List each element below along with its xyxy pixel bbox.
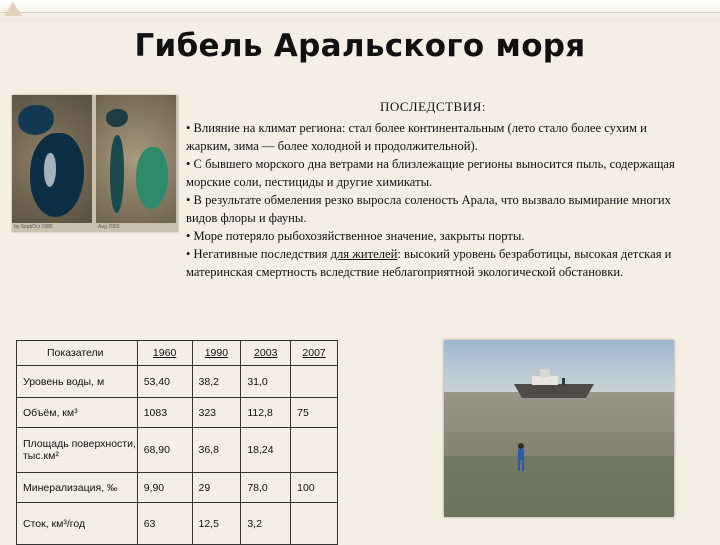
table-row <box>17 366 338 398</box>
south-sea-shape <box>30 133 84 217</box>
value-cell: 29 <box>192 473 241 503</box>
top-frame-line <box>0 12 720 13</box>
indicator-name-cell: Площадь поверхности, тыс.км² <box>17 428 138 473</box>
value-cell: 1083 <box>137 398 192 428</box>
consequences-heading: ПОСЛЕДСТВИЯ: <box>380 99 486 114</box>
satellite-image-before <box>12 95 92 223</box>
value-cell: 36,8 <box>192 428 241 473</box>
satellite-image-pair <box>12 95 178 232</box>
value-cell <box>291 503 338 545</box>
value-cell: 12,5 <box>192 503 241 545</box>
indicator-name-cell: Объём, км³ <box>17 398 138 428</box>
indicator-name-cell: Минерализация, ‰ <box>17 473 138 503</box>
consequence-item-dust: • С бывшего морского дна ветрами на близлежащие регионы выносится пыль, содержащая морские соли, пестициды и другие химикаты. <box>186 157 675 189</box>
value-cell: 78,0 <box>241 473 291 503</box>
north-sea-shape <box>18 105 54 135</box>
value-cell: 9,90 <box>137 473 192 503</box>
indicators-table <box>16 340 338 545</box>
value-cell: 112,8 <box>241 398 291 428</box>
table-row <box>17 428 338 473</box>
satellite-caption-left: by Sept/Oct 1985 <box>14 224 53 230</box>
corner-decoration <box>4 2 22 16</box>
value-cell: 68,90 <box>137 428 192 473</box>
value-cell <box>291 366 338 398</box>
top-frame-band <box>0 0 720 22</box>
indicator-name-cell: Уровень воды, м <box>17 366 138 398</box>
value-cell: 100 <box>291 473 338 503</box>
north-sea-remnant-shape <box>106 109 128 127</box>
value-cell: 53,40 <box>137 366 192 398</box>
header-year[interactable]: 2007 <box>291 341 338 366</box>
page-title: Гибель Аральского моря <box>134 28 586 64</box>
consequence-item-fishing: • Море потеряло рыбохозяйственное значение, закрыты порты. <box>186 229 525 243</box>
stranded-ship-scene <box>444 340 674 517</box>
header-indicator: Показатели <box>17 341 138 366</box>
indicator-name-cell: Сток, км³/год <box>17 503 138 545</box>
consequence-item-salinity: • В результате обмеления резко выросла соленость Арала, что вызвало вымирание многих видов флоры и фауны. <box>186 193 671 225</box>
value-cell: 38,2 <box>192 366 241 398</box>
table-row <box>17 398 338 428</box>
value-cell: 31,0 <box>241 366 291 398</box>
value-cell: 3,2 <box>241 503 291 545</box>
sand-strip <box>444 432 674 456</box>
scrub-foreground <box>444 456 674 517</box>
value-cell: 18,24 <box>241 428 291 473</box>
consequences-list <box>186 119 686 281</box>
west-basin-shape <box>110 135 124 213</box>
satellite-image-after <box>96 95 176 223</box>
residents-suffix: : высокий уровень безработицы, высокая детская и материнская смертность вследствие неблагоприятной экологической обстановки. <box>186 247 672 279</box>
value-cell: 63 <box>137 503 192 545</box>
stranded-ship-photo <box>444 340 674 517</box>
east-basin-shape <box>136 147 168 209</box>
header-year[interactable]: 1990 <box>192 341 241 366</box>
value-cell <box>291 428 338 473</box>
value-cell: 75 <box>291 398 338 428</box>
header-year[interactable]: 1960 <box>137 341 192 366</box>
table-header-row <box>17 341 338 366</box>
consequence-item-residents <box>186 245 686 281</box>
residents-prefix: • Негативные последствия <box>186 247 331 261</box>
table-row <box>17 473 338 503</box>
consequence-item-climate: • Влияние на климат региона: стал более континентальным (лето стало более сухим и жарким, зима — более холодной и продолжительной). <box>186 121 647 153</box>
satellite-caption-right: Aug 2003 <box>98 224 120 230</box>
value-cell: 323 <box>192 398 241 428</box>
header-year[interactable]: 2003 <box>241 341 291 366</box>
residents-link[interactable]: для жителей <box>330 247 398 261</box>
table-row <box>17 503 338 545</box>
